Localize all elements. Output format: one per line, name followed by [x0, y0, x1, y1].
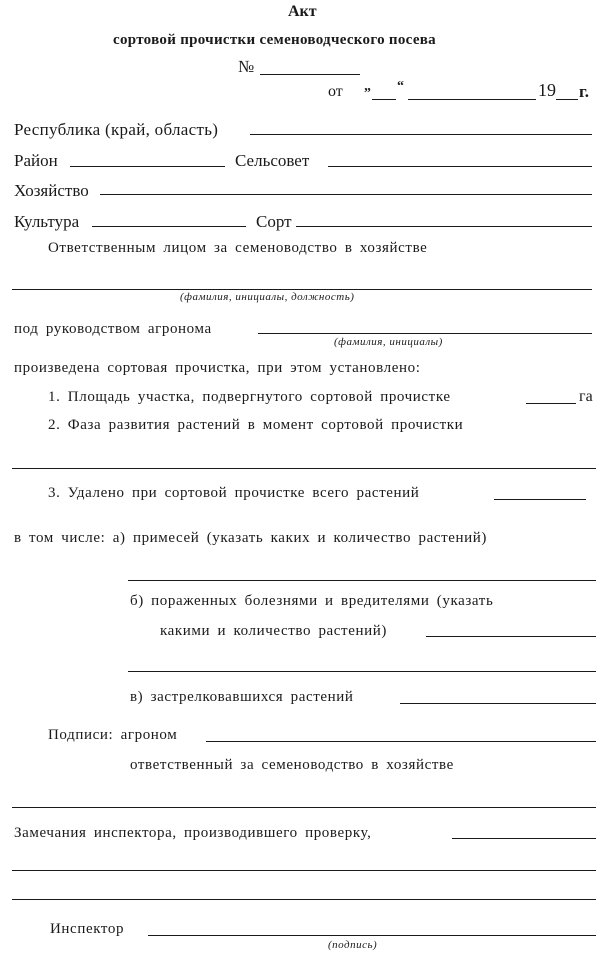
date-from-label: от — [328, 83, 343, 100]
document-title: Акт — [288, 3, 317, 20]
date-year-suffix: г. — [579, 82, 590, 101]
remarks-field-3[interactable] — [12, 899, 596, 900]
diseased-field-1[interactable] — [426, 636, 596, 637]
inspector-label: Инспектор — [50, 921, 125, 937]
area-unit: га — [579, 388, 593, 405]
remarks-field-2[interactable] — [12, 870, 596, 871]
responsible-label: Ответственным лицом за семеноводство в хозяйстве — [48, 240, 428, 256]
bolted-field[interactable] — [400, 703, 596, 704]
crop-label: Культура — [14, 212, 80, 231]
impurities-label: в том числе: а) примесей (указать каких и количество растений) — [14, 530, 487, 546]
variety-field[interactable] — [296, 226, 592, 227]
district-field[interactable] — [70, 166, 225, 167]
diseased-label-line2: какими и количество растений) — [160, 623, 387, 639]
number-label: № — [238, 57, 255, 76]
area-field[interactable] — [526, 403, 576, 404]
signatures-label: Подписи: агроном — [48, 727, 178, 743]
crop-field[interactable] — [92, 226, 246, 227]
document-subtitle: сортовой прочистки семеноводческого посева — [113, 32, 436, 48]
inspector-signature-field[interactable] — [148, 935, 596, 936]
responsible-field[interactable] — [12, 289, 592, 290]
area-label: 1. Площадь участка, подвергнутого сортовой прочистке — [48, 389, 451, 405]
removed-field[interactable] — [494, 499, 586, 500]
agronomist-field[interactable] — [258, 333, 592, 334]
village-council-field[interactable] — [328, 166, 592, 167]
date-year-prefix: 19 — [538, 80, 556, 100]
farm-label: Хозяйство — [14, 181, 89, 200]
date-close-quote: “ — [397, 79, 404, 94]
variety-label: Сорт — [256, 212, 292, 231]
responsible-caption: (фамилия, инициалы, должность) — [180, 291, 355, 303]
remarks-field-1[interactable] — [452, 838, 596, 839]
inspector-remarks-label: Замечания инспектора, производившего проверку, — [14, 825, 372, 841]
diseased-label-line1: б) пораженных болезнями и вредителями (указать — [130, 593, 494, 609]
diseased-field-2[interactable] — [128, 671, 596, 672]
bolted-label: в) застрелковавшихся растений — [130, 689, 354, 705]
agronomist-label: под руководством агронома — [14, 321, 212, 337]
phase-label: 2. Фаза развития растений в момент сортовой прочистки — [48, 417, 464, 433]
date-month-field[interactable] — [408, 99, 536, 100]
date-year-field[interactable] — [556, 99, 578, 100]
republic-field[interactable] — [250, 134, 592, 135]
district-label: Район — [14, 151, 58, 170]
number-field[interactable] — [260, 74, 360, 75]
agronomist-signature-field[interactable] — [206, 741, 596, 742]
impurities-field[interactable] — [128, 580, 596, 581]
farm-field[interactable] — [100, 194, 592, 195]
village-council-label: Сельсовет — [235, 151, 310, 170]
date-day-field[interactable] — [372, 99, 396, 100]
inspector-signature-caption: (подпись) — [328, 939, 378, 951]
phase-field[interactable] — [12, 468, 596, 469]
responsible-signature-label: ответственный за семеноводство в хозяйстве — [130, 757, 454, 773]
responsible-signature-field[interactable] — [12, 807, 596, 808]
republic-label: Республика (край, область) — [14, 120, 219, 139]
removed-label: 3. Удалено при сортовой прочистке всего растений — [48, 485, 420, 501]
agronomist-caption: (фамилия, инициалы) — [334, 336, 443, 348]
performed-statement: произведена сортовая прочистка, при этом установлено: — [14, 360, 421, 376]
date-open-quote: „ — [364, 79, 371, 94]
